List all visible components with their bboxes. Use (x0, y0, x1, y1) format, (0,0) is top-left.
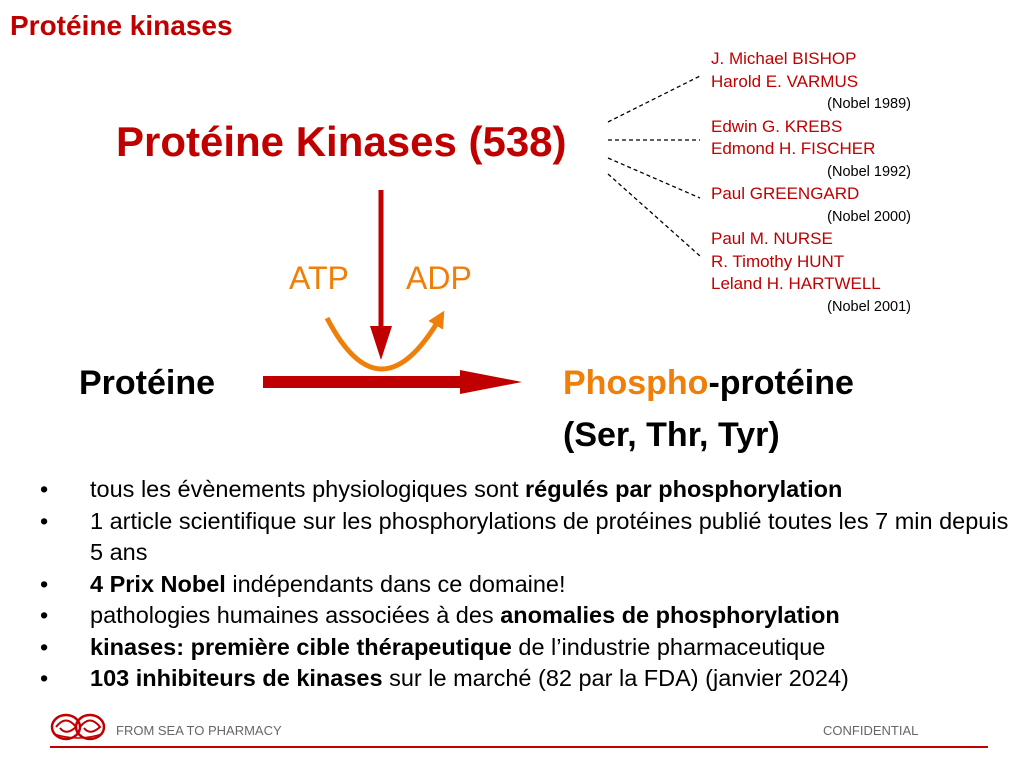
footer-confidential: CONFIDENTIAL (823, 723, 919, 738)
laureate-name: Leland H. HARTWELL (711, 274, 881, 293)
fact-emphasis: régulés par phosphorylation (525, 476, 843, 502)
fact-emphasis: 4 Prix Nobel (90, 570, 226, 597)
facts-list (40, 474, 1015, 695)
nobel-laureates-list (711, 48, 911, 318)
laureate-name: Paul M. NURSE (711, 229, 833, 248)
fact-text: 1 article scientifique sur les phosphorylations de protéines publié toutes les 7 min depuis 5 ans (90, 507, 1009, 565)
nobel-year: (Nobel 1992) (827, 163, 911, 180)
connector-line-1989 (608, 76, 700, 122)
product-rest: -protéine (708, 364, 854, 402)
nobel-year: (Nobel 1989) (827, 96, 911, 112)
fact-item (40, 474, 1015, 506)
fact-text: sur le marché (82 par la FDA) (janvier 2024) (382, 665, 849, 691)
fact-item (40, 632, 1015, 664)
connector-line-2001 (608, 174, 700, 256)
product-highlight: Phospho (563, 364, 709, 402)
adp-label: ADP (406, 260, 472, 296)
fact-item (40, 600, 1015, 632)
fact-text: indépendants dans ce domaine! (225, 570, 566, 597)
laureate-name: Paul GREENGARD (711, 184, 860, 203)
substrate-label: Protéine (79, 364, 216, 402)
slide-title: Protéine kinases (10, 10, 233, 41)
connector-line-2000 (608, 158, 700, 198)
laureate-name: Edwin G. KREBS (711, 116, 843, 136)
residues-label: (Ser, Thr, Tyr) (563, 416, 780, 454)
footer-divider (50, 746, 988, 748)
laureate-name: R. Timothy HUNT (711, 251, 845, 271)
fact-text: de l’industrie pharmaceutique (511, 633, 826, 660)
kinase-arrow-head (370, 326, 392, 360)
laureate-name: Harold E. VARMUS (711, 71, 859, 91)
nobel-year: (Nobel 2000) (827, 208, 911, 225)
laureate-name: J. Michael BISHOP (711, 49, 857, 68)
fact-text: tous les évènements physiologiques sont (90, 476, 526, 502)
laureate-name: Edmond H. FISCHER (711, 139, 876, 158)
atp-label: ATP (289, 260, 349, 296)
double-spiral-shell-logo-icon (50, 712, 106, 742)
kinase-heading: Protéine Kinases (538) (116, 118, 567, 165)
fact-emphasis: kinases: première cible thérapeutique (90, 633, 512, 660)
reaction-arrow-head (460, 370, 522, 394)
fact-item (40, 506, 1015, 569)
reaction-arrow-shaft (263, 376, 463, 388)
footer-brand: FROM SEA TO PHARMACY (116, 723, 282, 738)
fact-item (40, 569, 1015, 601)
product-label (563, 364, 854, 403)
fact-emphasis: 103 inhibiteurs de kinases (90, 665, 383, 691)
fact-item (40, 663, 1015, 695)
fact-emphasis: anomalies de phosphorylation (500, 602, 840, 628)
fact-text: pathologies humaines associées à des (90, 602, 501, 628)
nobel-year: (Nobel 2001) (827, 298, 911, 315)
